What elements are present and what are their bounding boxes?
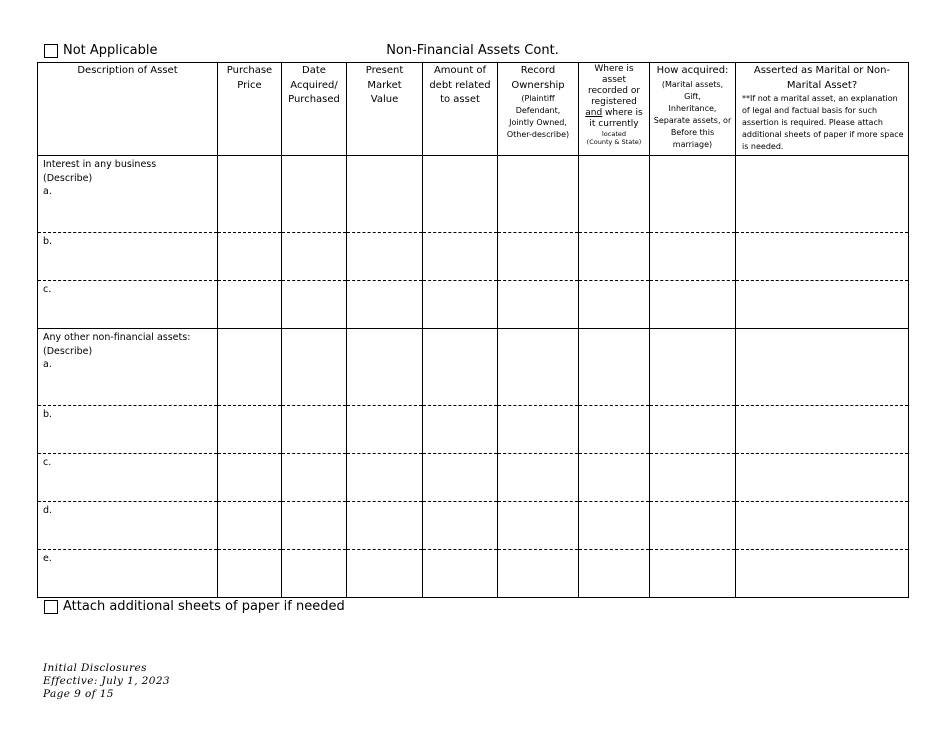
col-how-detail: Separate assets, or xyxy=(653,115,732,125)
col-how-detail: Gift, xyxy=(684,91,701,101)
cell[interactable] xyxy=(282,233,347,281)
cell[interactable] xyxy=(347,329,423,406)
col-ownership-detail: Other-describe) xyxy=(506,130,570,139)
cell[interactable] xyxy=(579,550,650,598)
col-how-detail: (Marital assets, xyxy=(661,79,724,89)
col-debt-line: Amount of xyxy=(433,65,487,76)
col-debt-line: to asset xyxy=(440,94,480,105)
col-description xyxy=(38,63,218,156)
cell[interactable] xyxy=(218,550,282,598)
cell[interactable] xyxy=(347,550,423,598)
cell[interactable] xyxy=(498,233,579,281)
business-section-label xyxy=(38,156,217,199)
cell[interactable] xyxy=(347,233,423,281)
col-location-where: where is xyxy=(602,108,643,118)
cell[interactable] xyxy=(347,406,423,454)
cell[interactable] xyxy=(579,281,650,329)
cell[interactable] xyxy=(218,156,282,233)
cell[interactable] xyxy=(423,406,498,454)
cell[interactable] xyxy=(423,550,498,598)
col-how-detail: Inheritance, xyxy=(668,103,717,113)
cell[interactable] xyxy=(423,454,498,502)
table-row xyxy=(38,502,909,550)
cell[interactable] xyxy=(650,233,736,281)
cell[interactable] xyxy=(650,329,736,406)
col-date-line: Date xyxy=(302,65,326,76)
not-applicable-checkbox[interactable] xyxy=(44,44,58,58)
cell[interactable] xyxy=(498,329,579,406)
cell[interactable] xyxy=(423,281,498,329)
cell[interactable] xyxy=(650,502,736,550)
cell[interactable] xyxy=(218,454,282,502)
col-how-title: How acquired: xyxy=(656,65,729,76)
item-label: c. xyxy=(43,284,52,295)
col-ownership-detail: (Plaintiff xyxy=(521,94,555,103)
cell[interactable] xyxy=(347,156,423,233)
cell[interactable] xyxy=(423,502,498,550)
cell[interactable] xyxy=(498,550,579,598)
other-section-label xyxy=(38,329,217,372)
col-marital-title: Marital Asset? xyxy=(786,79,858,91)
page-footer xyxy=(43,662,170,702)
col-present-value xyxy=(347,63,423,156)
col-location-line: recorded or xyxy=(587,86,641,96)
cell[interactable] xyxy=(347,281,423,329)
col-date-acquired xyxy=(282,63,347,156)
col-debt xyxy=(423,63,498,156)
cell[interactable] xyxy=(282,454,347,502)
col-marital-note: **If not a marital asset, an explanation of legal and factual basis for such assertion is required. Please attach additional sheets of paper if more space is needed. xyxy=(742,94,904,151)
cell[interactable] xyxy=(579,233,650,281)
cell[interactable] xyxy=(498,454,579,502)
cell[interactable] xyxy=(218,329,282,406)
cell[interactable] xyxy=(218,233,282,281)
footer-doc-name: Initial Disclosures xyxy=(43,662,147,674)
table-row xyxy=(38,156,909,233)
cell[interactable] xyxy=(282,329,347,406)
col-location-line: asset xyxy=(602,75,626,85)
description-cell[interactable] xyxy=(38,233,218,281)
cell[interactable] xyxy=(736,454,909,502)
col-value-line: Value xyxy=(370,94,399,105)
col-date-line: Acquired/ xyxy=(290,79,338,91)
table-row xyxy=(38,550,909,598)
col-ownership-title: Record Ownership xyxy=(511,65,565,91)
cell[interactable] xyxy=(498,502,579,550)
footer-effective-date: Effective: July 1, 2023 xyxy=(43,675,171,688)
description-cell[interactable] xyxy=(38,550,218,598)
cell[interactable] xyxy=(218,502,282,550)
col-ownership xyxy=(498,63,579,156)
col-location-line: Where is xyxy=(594,64,634,74)
col-value-line: Present xyxy=(365,65,404,76)
cell[interactable] xyxy=(736,233,909,281)
attach-sheets-label: Attach additional sheets of paper if needed xyxy=(63,599,345,614)
table-row xyxy=(38,281,909,329)
non-financial-assets-table xyxy=(37,62,909,598)
other-heading: Any other non-financial assets: xyxy=(43,332,191,343)
col-location xyxy=(579,63,650,156)
cell[interactable] xyxy=(736,406,909,454)
col-location-line: registered xyxy=(591,97,637,107)
item-label: a. xyxy=(43,186,52,197)
cell[interactable] xyxy=(423,329,498,406)
business-description-cell[interactable] xyxy=(38,156,218,233)
cell[interactable] xyxy=(736,156,909,233)
col-location-and-line xyxy=(582,108,646,119)
col-purchase-price xyxy=(218,63,282,156)
cell[interactable] xyxy=(498,406,579,454)
cell[interactable] xyxy=(736,550,909,598)
col-location-county: (County & State) xyxy=(586,138,642,146)
cell[interactable] xyxy=(650,454,736,502)
cell[interactable] xyxy=(650,406,736,454)
col-purchase-price-line: Purchase xyxy=(226,65,273,76)
other-describe: (Describe) xyxy=(43,345,93,357)
cell[interactable] xyxy=(736,502,909,550)
col-marital-title: Asserted as Marital or Non- xyxy=(753,65,891,76)
cell[interactable] xyxy=(650,281,736,329)
cell[interactable] xyxy=(282,156,347,233)
cell[interactable] xyxy=(650,550,736,598)
table-row xyxy=(38,329,909,406)
business-describe: (Describe) xyxy=(43,172,93,184)
col-value-line: Market xyxy=(367,79,402,91)
description-cell[interactable] xyxy=(38,502,218,550)
col-location-located: located xyxy=(601,130,626,138)
cell[interactable] xyxy=(282,281,347,329)
cell[interactable] xyxy=(347,502,423,550)
footer-page-number: Page 9 of 15 xyxy=(43,688,114,701)
header-row xyxy=(38,63,909,156)
description-cell[interactable] xyxy=(38,406,218,454)
cell[interactable] xyxy=(498,156,579,233)
description-cell[interactable] xyxy=(38,454,218,502)
table-row xyxy=(38,406,909,454)
table-row xyxy=(38,454,909,502)
item-label: c. xyxy=(43,457,52,468)
cell[interactable] xyxy=(736,281,909,329)
col-how-acquired xyxy=(650,63,736,156)
cell[interactable] xyxy=(650,156,736,233)
cell[interactable] xyxy=(498,281,579,329)
cell[interactable] xyxy=(282,406,347,454)
item-label: d. xyxy=(43,505,53,516)
cell[interactable] xyxy=(579,406,650,454)
col-description-label: Description of Asset xyxy=(77,65,178,76)
col-how-detail: marriage) xyxy=(672,139,713,149)
description-cell[interactable] xyxy=(38,281,218,329)
cell[interactable] xyxy=(579,454,650,502)
item-label: b. xyxy=(43,236,53,247)
cell[interactable] xyxy=(347,454,423,502)
page-title: Non-Financial Assets Cont. xyxy=(386,43,559,58)
cell[interactable] xyxy=(579,329,650,406)
cell[interactable] xyxy=(579,156,650,233)
col-date-line: Purchased xyxy=(288,94,340,105)
col-marital xyxy=(736,63,909,156)
col-location-and: and xyxy=(585,108,603,118)
item-label: a. xyxy=(43,359,52,370)
table-row xyxy=(38,233,909,281)
cell[interactable] xyxy=(282,550,347,598)
item-label: b. xyxy=(43,409,53,420)
col-location-line: it currently xyxy=(589,119,639,129)
business-heading: Interest in any business xyxy=(43,159,157,170)
item-label: e. xyxy=(43,553,52,564)
cell[interactable] xyxy=(218,406,282,454)
attach-sheets-checkbox[interactable] xyxy=(44,600,58,614)
cell[interactable] xyxy=(579,502,650,550)
cell[interactable] xyxy=(282,502,347,550)
other-description-cell[interactable] xyxy=(38,329,218,406)
not-applicable-label: Not Applicable xyxy=(63,43,158,58)
cell[interactable] xyxy=(423,233,498,281)
col-ownership-detail: Defendant, xyxy=(515,106,561,115)
col-ownership-detail: Jointly Owned, xyxy=(509,118,567,127)
cell[interactable] xyxy=(736,329,909,406)
cell[interactable] xyxy=(218,281,282,329)
col-debt-line: debt related xyxy=(429,79,491,91)
cell[interactable] xyxy=(423,156,498,233)
col-how-detail: Before this xyxy=(670,127,715,137)
col-purchase-price-line: Price xyxy=(237,79,262,91)
